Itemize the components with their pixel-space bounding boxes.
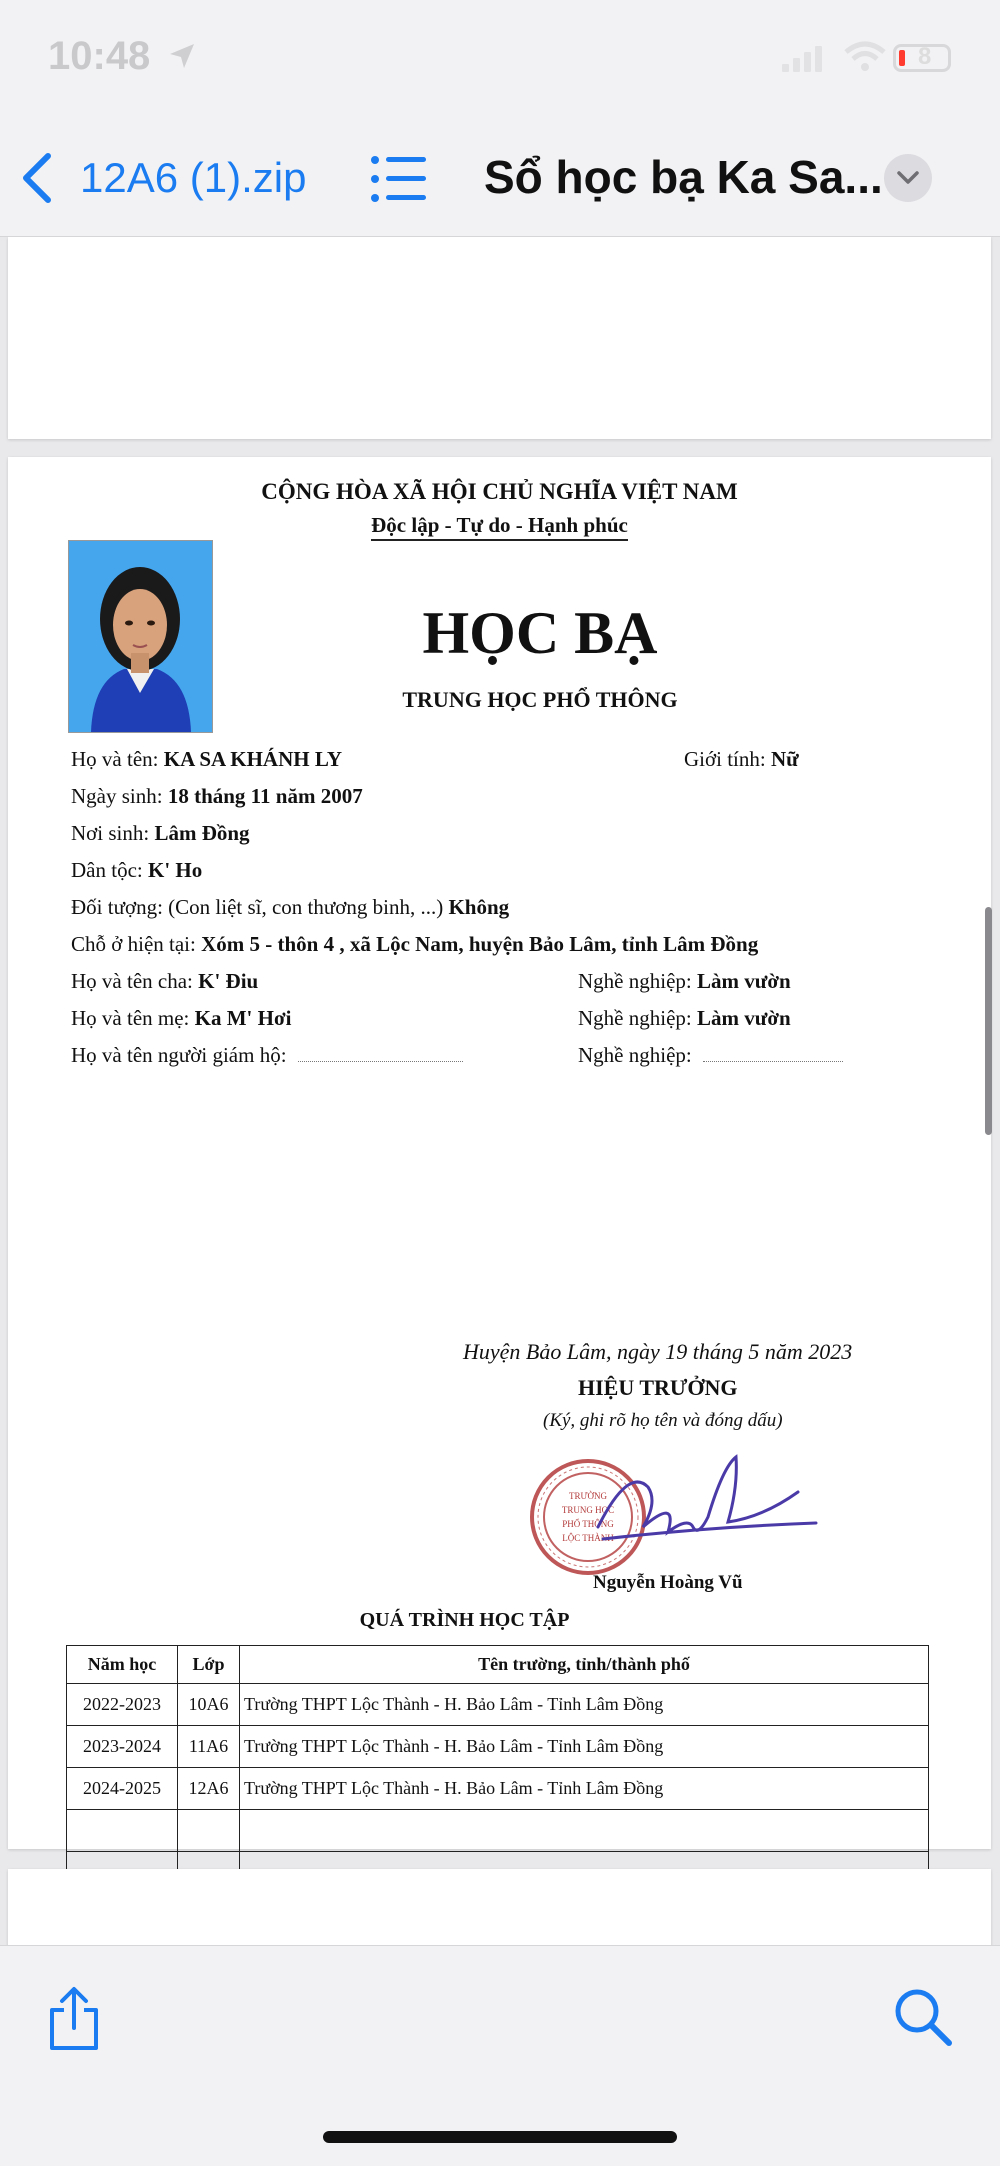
- next-page: [8, 1869, 991, 1945]
- scroll-indicator[interactable]: [985, 907, 992, 1135]
- table-row: 2022-2023 10A6 Trường THPT Lộc Thành - H. Bảo Lâm - Tỉnh Lâm Đồng: [67, 1684, 929, 1726]
- battery-icon: [893, 44, 951, 72]
- signer-name: Nguyễn Hoàng Vũ: [593, 1572, 743, 1593]
- field-name: Họ và tên: KA SA KHÁNH LY: [71, 747, 343, 771]
- study-history-title: QUÁ TRÌNH HỌC TẬP: [359, 1609, 570, 1631]
- table-header-row: [67, 1646, 929, 1684]
- transcript-page: [8, 457, 991, 1849]
- back-button-label: 12A6 (1).zip: [80, 154, 307, 201]
- field-mother: Họ và tên mẹ: Ka M' Hơi: [71, 1006, 292, 1030]
- field-birthplace: Nơi sinh: Lâm Đồng: [71, 821, 250, 845]
- svg-text:TRUNG HỌC: TRUNG HỌC: [561, 1505, 615, 1515]
- header-school-name: Tên trường, tỉnh/thành phố: [240, 1646, 929, 1684]
- navigation-bar: [0, 120, 1000, 237]
- battery-level: 8: [918, 43, 932, 70]
- document-title: Sổ học bạ Ka Sa...: [484, 151, 883, 203]
- signature-note: (Ký, ghi rõ họ tên và đóng dấu): [543, 1410, 783, 1431]
- svg-text:TRƯỜNG: TRƯỜNG: [569, 1491, 607, 1501]
- cellular-signal-icon: [782, 44, 826, 72]
- status-bar: [0, 0, 1000, 120]
- document-subheading: TRUNG HỌC PHỔ THÔNG: [402, 687, 678, 712]
- national-motto: [8, 513, 991, 538]
- back-button[interactable]: [18, 150, 306, 206]
- title-menu-button[interactable]: [884, 154, 932, 202]
- student-photo: [68, 540, 213, 733]
- chevron-left-icon: [18, 150, 58, 206]
- field-gender: Giới tính: Nữ: [684, 747, 799, 771]
- table-row: [67, 1810, 929, 1852]
- header-class: Lớp: [178, 1646, 240, 1684]
- document-viewer[interactable]: [0, 237, 1000, 1945]
- header-school-year: Năm học: [67, 1646, 178, 1684]
- principal-signature: [588, 1447, 828, 1557]
- table-row: 2023-2024 11A6 Trường THPT Lộc Thành - H. Bảo Lâm - Tỉnh Lâm Đồng: [67, 1726, 929, 1768]
- field-guardian: Họ và tên người giám hộ:: [71, 1043, 463, 1068]
- svg-text:LỘC THÀNH: LỘC THÀNH: [562, 1533, 614, 1543]
- home-indicator[interactable]: [323, 2131, 677, 2143]
- table-row: 2024-2025 12A6 Trường THPT Lộc Thành - H. Bảo Lâm - Tỉnh Lâm Đồng: [67, 1768, 929, 1810]
- field-father: Họ và tên cha: K' Điu: [71, 969, 259, 993]
- list-icon[interactable]: [370, 154, 428, 204]
- search-icon[interactable]: [892, 1986, 954, 2048]
- share-icon[interactable]: [46, 1986, 102, 2052]
- national-title: CỘNG HÒA XÃ HỘI CHỦ NGHĨA VIỆT NAM: [261, 479, 738, 504]
- field-guardian-job: Nghề nghiệp:: [578, 1043, 843, 1068]
- motto-text: Độc lập - Tự do - Hạnh phúc: [371, 513, 628, 541]
- field-ethnicity: Dân tộc: K' Ho: [71, 858, 203, 882]
- field-residence: Chỗ ở hiện tại: Xóm 5 - thôn 4 , xã Lộc Nam, huyện Bảo Lâm, tỉnh Lâm Đồng: [71, 932, 759, 956]
- wifi-icon: [844, 40, 886, 74]
- field-father-job: Nghề nghiệp: Làm vườn: [578, 969, 791, 993]
- principal-title: HIỆU TRƯỞNG: [578, 1375, 738, 1400]
- location-arrow-icon: [168, 42, 196, 70]
- previous-page: [8, 237, 991, 439]
- bottom-toolbar: [0, 1945, 1000, 2166]
- document-heading: HỌC BẠ: [422, 600, 658, 666]
- field-mother-job: Nghề nghiệp: Làm vườn: [578, 1006, 791, 1030]
- place-date: Huyện Bảo Lâm, ngày 19 tháng 5 năm 2023: [463, 1339, 853, 1364]
- field-category: Đối tượng: (Con liệt sĩ, con thương binh, ...) Không: [71, 895, 510, 919]
- field-dob: Ngày sinh: 18 tháng 11 năm 2007: [71, 784, 363, 808]
- status-time: 10:48: [48, 34, 151, 78]
- chevron-down-icon: [896, 168, 920, 188]
- svg-text:PHỔ THÔNG: PHỔ THÔNG: [562, 1519, 614, 1529]
